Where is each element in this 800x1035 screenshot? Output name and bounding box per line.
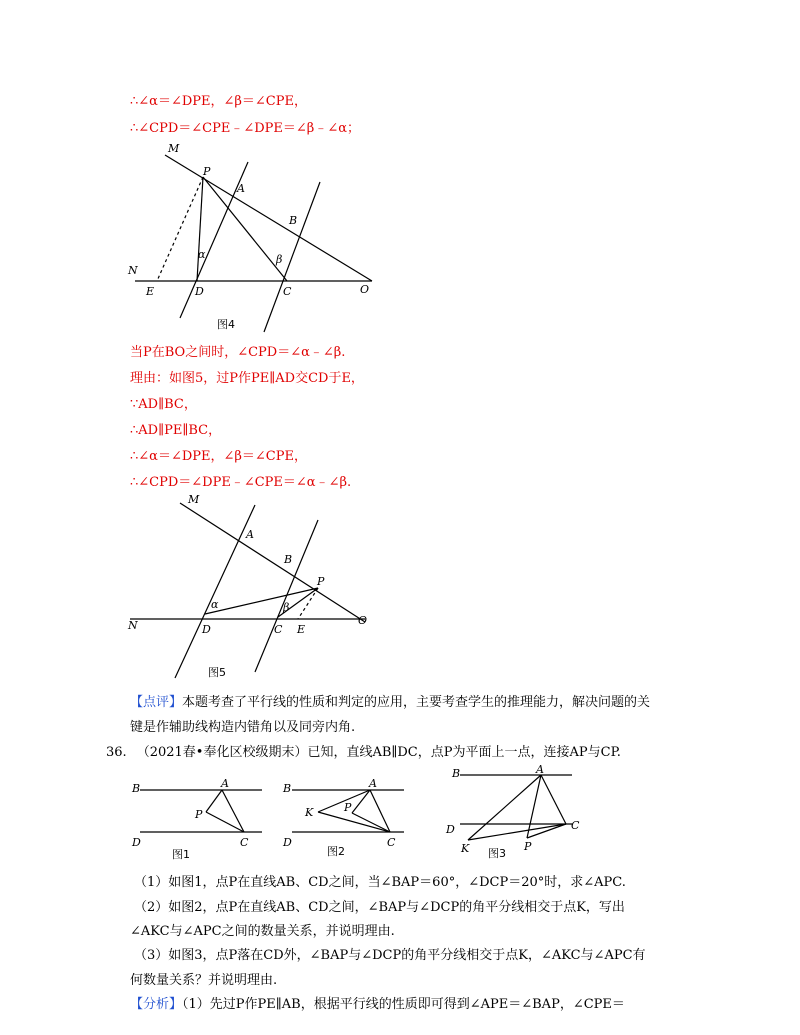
proof-b-line-2: 理由：如图5，过P作PE∥AD交CD于E，	[130, 371, 364, 386]
proof-a-line-1: ∴∠α＝∠DPE，∠β＝∠CPE，	[130, 94, 307, 109]
question-2-line-1: （2）如图2，点P在直线AB、CD之间，∠BAP与∠DCP的角平分线相交于点K，写出	[134, 900, 625, 915]
analysis-line	[130, 996, 625, 1014]
fig2-label-p: P	[344, 801, 352, 814]
fig2-label-b: B	[283, 782, 292, 795]
fig4-label-m: M	[168, 142, 180, 155]
fig1-label-a: A	[221, 777, 229, 790]
fig3-label-b: B	[452, 767, 461, 780]
fig2-label-a: A	[369, 777, 377, 790]
fig2-label-d: D	[283, 836, 292, 849]
fig1-label-d: D	[132, 836, 141, 849]
fig4-label-beta: β	[276, 253, 283, 266]
fig1-label-c: C	[240, 836, 249, 849]
fig5-label-e: E	[297, 623, 306, 636]
comment-line-2: 键是作辅助线构造内错角以及同旁内角.	[130, 720, 356, 735]
comment-text-1: 本题考查了平行线的性质和判定的应用，主要考查学生的推理能力，解决问题的关	[182, 695, 651, 710]
fig5-label-alpha: α	[211, 598, 219, 611]
fig4-label-p: P	[203, 165, 211, 178]
fig4-label-a: A	[237, 182, 245, 195]
fig4-caption: 图4	[217, 318, 235, 331]
fig5-label-p: P	[317, 575, 325, 588]
fig4-label-alpha: α	[198, 248, 206, 261]
fig5-label-n: N	[128, 619, 138, 632]
problem-stem-text: （2021春•奉化区校级期末）已知，直线AB∥DC，点P为平面上一点，连接AP与CP.	[136, 745, 621, 760]
fig4-label-o: O	[360, 283, 370, 296]
question-3-line-1: （3）如图3，点P落在CD外，∠BAP与∠DCP的角平分线相交于点K，∠AKC与∠APC有	[134, 948, 646, 963]
fig2-label-c: C	[387, 836, 396, 849]
fig4-label-e: E	[146, 285, 155, 298]
fig5-label-c: C	[274, 623, 283, 636]
fig1-line-ap	[206, 790, 222, 812]
comment-tag: 【点评】	[130, 695, 183, 710]
fig3-label-k: K	[461, 842, 470, 855]
proof-b-line-6: ∴∠CPD＝∠DPE﹣∠CPE＝∠α﹣∠β.	[130, 475, 352, 490]
proof-a-line-2: ∴∠CPD＝∠CPE﹣∠DPE＝∠β﹣∠α；	[130, 121, 360, 136]
fig3-caption: 图3	[488, 847, 506, 860]
fig5-label-o: O	[358, 614, 368, 627]
analysis-tag: 【分析】	[130, 997, 183, 1012]
question-3-line-2: 何数量关系？并说明理由.	[130, 973, 278, 988]
fig3-line-ac	[541, 775, 566, 824]
proof-b-line-3: ∵AD∥BC，	[130, 397, 197, 412]
question-2-line-2: ∠AKC与∠APC之间的数量关系，并说明理由.	[130, 924, 395, 939]
fig1-caption: 图1	[172, 848, 190, 861]
fig3-line-pc	[527, 824, 566, 838]
fig2-caption: 图2	[327, 845, 345, 858]
fig3-label-a: A	[536, 763, 544, 776]
fig1-label-p: P	[195, 808, 203, 821]
fig3-label-c: C	[571, 819, 580, 832]
fig5-label-a: A	[246, 528, 254, 541]
question-1: （1）如图1，点P在直线AB、CD之间，当∠BAP＝60°，∠DCP＝20°时，求∠APC.	[134, 875, 626, 890]
fig4-label-n: N	[128, 264, 138, 277]
fig5-label-b: B	[284, 553, 293, 566]
fig4-label-c: C	[283, 285, 292, 298]
problem-number: 36.	[106, 745, 127, 760]
fig4-label-d: D	[195, 285, 204, 298]
fig2-line-kc	[318, 812, 390, 832]
fig5-label-d: D	[202, 623, 211, 636]
fig5-label-m: M	[188, 493, 200, 506]
proof-b-line-1: 当P在BO之间时，∠CPD＝∠α﹣∠β.	[130, 345, 346, 360]
fig5-caption: 图5	[208, 666, 226, 679]
fig4-label-b: B	[289, 214, 298, 227]
fig3-label-p: P	[524, 840, 532, 853]
fig1-label-b: B	[132, 782, 141, 795]
fig3-label-d: D	[446, 823, 455, 836]
fig2-line-ac	[370, 790, 390, 832]
proof-b-line-4: ∴AD∥PE∥BC，	[130, 423, 222, 438]
fig5-label-beta: β	[283, 601, 290, 614]
proof-b-line-5: ∴∠α＝∠DPE，∠β＝∠CPE，	[130, 449, 307, 464]
analysis-text: （1）先过P作PE∥AB，根据平行线的性质即可得到∠APE＝∠BAP，∠CPE＝	[182, 997, 625, 1012]
fig2-label-k: K	[305, 806, 314, 819]
